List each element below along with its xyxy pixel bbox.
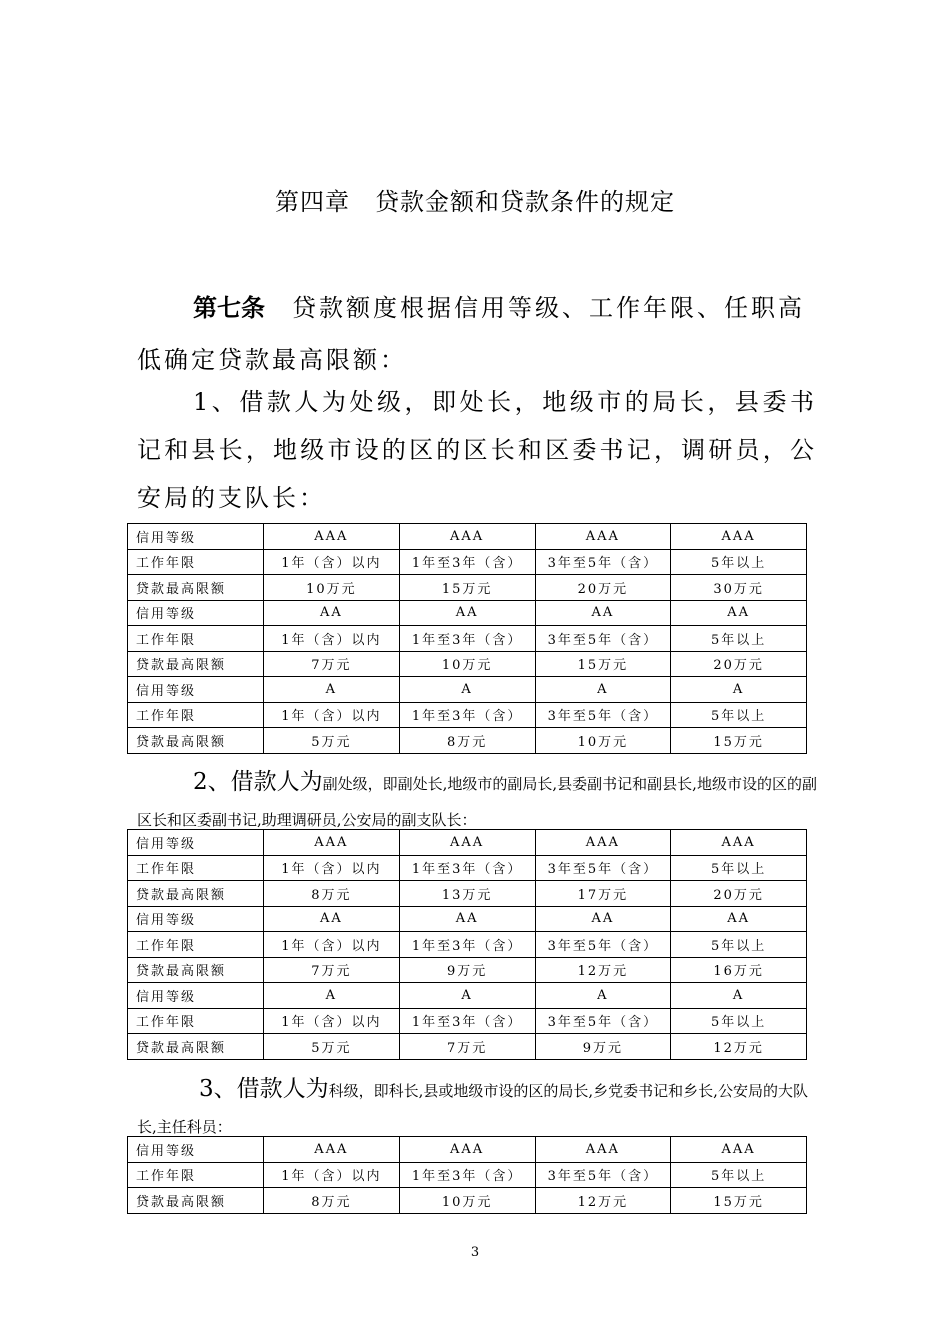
table-cell: 1年（含）以内 <box>264 932 400 958</box>
table-row <box>128 626 807 652</box>
section-2-lead-big: 2、借款人为 <box>193 769 323 795</box>
table-cell: 9万元 <box>535 1034 671 1060</box>
table-cell: 5万元 <box>264 728 400 754</box>
table-cell: 10万元 <box>399 1188 535 1214</box>
table-cell: 1年（含）以内 <box>264 1008 400 1034</box>
table-cell: AAA <box>671 524 807 550</box>
table-cell: 15万元 <box>671 728 807 754</box>
table-cell: 5年以上 <box>671 932 807 958</box>
row-label-cell: 信用等级 <box>128 600 264 626</box>
table-cell: 1年（含）以内 <box>264 626 400 652</box>
table-cell: 5万元 <box>264 1034 400 1060</box>
table-cell: 20万元 <box>535 575 671 601</box>
table-cell: 16万元 <box>671 957 807 983</box>
row-label-cell: 贷款最高限额 <box>128 651 264 677</box>
table-cell: A <box>264 677 400 703</box>
table-cell: 8万元 <box>399 728 535 754</box>
section-1-lead-text: 1、借款人为处级，即处长，地级市的局长，县委书记和县长，地级市设的区的区长和区委书记，调研员，公安局的支队长： <box>137 388 817 512</box>
table-cell: 7万元 <box>399 1034 535 1060</box>
table-row <box>128 728 807 754</box>
row-label-cell: 信用等级 <box>128 983 264 1009</box>
row-label-cell: 信用等级 <box>128 906 264 932</box>
table-cell: AAA <box>535 830 671 856</box>
table-cell: 20万元 <box>671 651 807 677</box>
chapter-title: 第四章 贷款金额和贷款条件的规定 <box>275 188 675 216</box>
table-cell: AA <box>264 906 400 932</box>
table-cell: 1年至3年（含） <box>399 702 535 728</box>
table-row <box>128 881 807 907</box>
row-label-cell: 贷款最高限额 <box>128 1034 264 1060</box>
table-row <box>128 702 807 728</box>
table-cell: 1年至3年（含） <box>399 855 535 881</box>
table-cell: A <box>671 983 807 1009</box>
table-row <box>128 1008 807 1034</box>
table-row <box>128 1137 807 1163</box>
table-cell: 5年以上 <box>671 855 807 881</box>
table-cell: A <box>535 983 671 1009</box>
row-label-cell: 工作年限 <box>128 932 264 958</box>
table-cell: 10万元 <box>535 728 671 754</box>
table-cell: 1年至3年（含） <box>399 549 535 575</box>
table-cell: 1年至3年（含） <box>399 932 535 958</box>
table-row <box>128 549 807 575</box>
table-row <box>128 1034 807 1060</box>
table-cell: 1年（含）以内 <box>264 702 400 728</box>
table-cell: 10万元 <box>399 651 535 677</box>
row-label-cell: 工作年限 <box>128 855 264 881</box>
table-cell: 1年（含）以内 <box>264 549 400 575</box>
table-cell: AAA <box>399 524 535 550</box>
table-cell: 10万元 <box>264 575 400 601</box>
article-7-paragraph <box>137 282 817 386</box>
table-cell: 15万元 <box>535 651 671 677</box>
table-cell: AA <box>399 906 535 932</box>
table-cell: 17万元 <box>535 881 671 907</box>
table-cell: AAA <box>264 830 400 856</box>
row-label-cell: 工作年限 <box>128 549 264 575</box>
loan-limit-table-1 <box>127 523 807 754</box>
table-cell: AAA <box>264 1137 400 1163</box>
page-number: 3 <box>470 1245 480 1260</box>
table-cell: 9万元 <box>399 957 535 983</box>
article-label: 第七条 <box>193 294 265 322</box>
row-label-cell: 信用等级 <box>128 1137 264 1163</box>
table-cell: 8万元 <box>264 1188 400 1214</box>
table-row <box>128 906 807 932</box>
table-cell: 5年以上 <box>671 1162 807 1188</box>
table-cell: AA <box>535 600 671 626</box>
table-cell: AA <box>264 600 400 626</box>
table-cell: AA <box>399 600 535 626</box>
table-cell: AAA <box>535 524 671 550</box>
table-cell: 8万元 <box>264 881 400 907</box>
table-cell: 1年（含）以内 <box>264 855 400 881</box>
row-label-cell: 工作年限 <box>128 702 264 728</box>
row-label-cell: 工作年限 <box>128 1162 264 1188</box>
table-row <box>128 524 807 550</box>
table-cell: AAA <box>671 830 807 856</box>
table-cell: A <box>399 677 535 703</box>
table-row <box>128 983 807 1009</box>
row-label-cell: 贷款最高限额 <box>128 728 264 754</box>
table-row <box>128 677 807 703</box>
table-cell: 3年至5年（含） <box>535 702 671 728</box>
table-cell: 5年以上 <box>671 1008 807 1034</box>
row-label-cell: 贷款最高限额 <box>128 1188 264 1214</box>
table-cell: 12万元 <box>535 957 671 983</box>
table-cell: 3年至5年（含） <box>535 1162 671 1188</box>
table-row <box>128 830 807 856</box>
table-cell: 7万元 <box>264 651 400 677</box>
table-row <box>128 855 807 881</box>
table-cell: 3年至5年（含） <box>535 1008 671 1034</box>
section-3-lead-big: 3、借款人为 <box>199 1076 329 1102</box>
row-label-cell: 贷款最高限额 <box>128 957 264 983</box>
table-cell: AAA <box>671 1137 807 1163</box>
row-label-cell: 工作年限 <box>128 1008 264 1034</box>
table-cell: AA <box>671 600 807 626</box>
table-cell: 1年至3年（含） <box>399 1162 535 1188</box>
row-label-cell: 信用等级 <box>128 830 264 856</box>
row-label-cell: 信用等级 <box>128 677 264 703</box>
table-cell: 5年以上 <box>671 702 807 728</box>
table-cell: AAA <box>264 524 400 550</box>
table-cell: 30万元 <box>671 575 807 601</box>
table-cell: A <box>264 983 400 1009</box>
table-cell: AAA <box>399 830 535 856</box>
table-cell: A <box>535 677 671 703</box>
loan-limit-table-2 <box>127 829 807 1060</box>
table-cell: 1年至3年（含） <box>399 626 535 652</box>
table-row <box>128 575 807 601</box>
section-3-lead-small: 科级，即科长,县或地级市设的区的局长,乡党委书记和乡长,公安局的大队长,主任科员： <box>137 1082 808 1136</box>
table-row <box>128 600 807 626</box>
table-cell: AAA <box>399 1137 535 1163</box>
loan-limit-table-3 <box>127 1136 807 1214</box>
table-cell: 13万元 <box>399 881 535 907</box>
row-label-cell: 贷款最高限额 <box>128 575 264 601</box>
table-cell: 5年以上 <box>671 626 807 652</box>
table-cell: 12万元 <box>535 1188 671 1214</box>
table-cell: 3年至5年（含） <box>535 626 671 652</box>
section-3-lead <box>137 1071 817 1145</box>
table-cell: 3年至5年（含） <box>535 855 671 881</box>
table-cell: A <box>399 983 535 1009</box>
table-cell: 1年至3年（含） <box>399 1008 535 1034</box>
article-text: 贷款额度根据信用等级、工作年限、任职高低确定贷款最高限额： <box>137 294 805 374</box>
table-cell: 1年（含）以内 <box>264 1162 400 1188</box>
row-label-cell: 信用等级 <box>128 524 264 550</box>
table-row <box>128 651 807 677</box>
row-label-cell: 工作年限 <box>128 626 264 652</box>
table-cell: 15万元 <box>399 575 535 601</box>
row-label-cell: 贷款最高限额 <box>128 881 264 907</box>
table-cell: 15万元 <box>671 1188 807 1214</box>
table-row <box>128 932 807 958</box>
table-cell: 5年以上 <box>671 549 807 575</box>
table-cell: 20万元 <box>671 881 807 907</box>
section-2-lead <box>137 764 817 838</box>
table-row <box>128 957 807 983</box>
table-cell: 3年至5年（含） <box>535 932 671 958</box>
table-cell: AAA <box>535 1137 671 1163</box>
table-cell: 3年至5年（含） <box>535 549 671 575</box>
table-cell: 7万元 <box>264 957 400 983</box>
table-cell: 12万元 <box>671 1034 807 1060</box>
table-cell: A <box>671 677 807 703</box>
table-cell: AA <box>671 906 807 932</box>
table-row <box>128 1162 807 1188</box>
table-row <box>128 1188 807 1214</box>
section-1-lead <box>137 378 817 522</box>
table-cell: AA <box>535 906 671 932</box>
section-2-lead-small: 副处级，即副处长,地级市的副局长,县委副书记和副县长,地级市设的区的副区长和区委副书记,助理调研员,公安局的副支队长： <box>137 775 817 829</box>
